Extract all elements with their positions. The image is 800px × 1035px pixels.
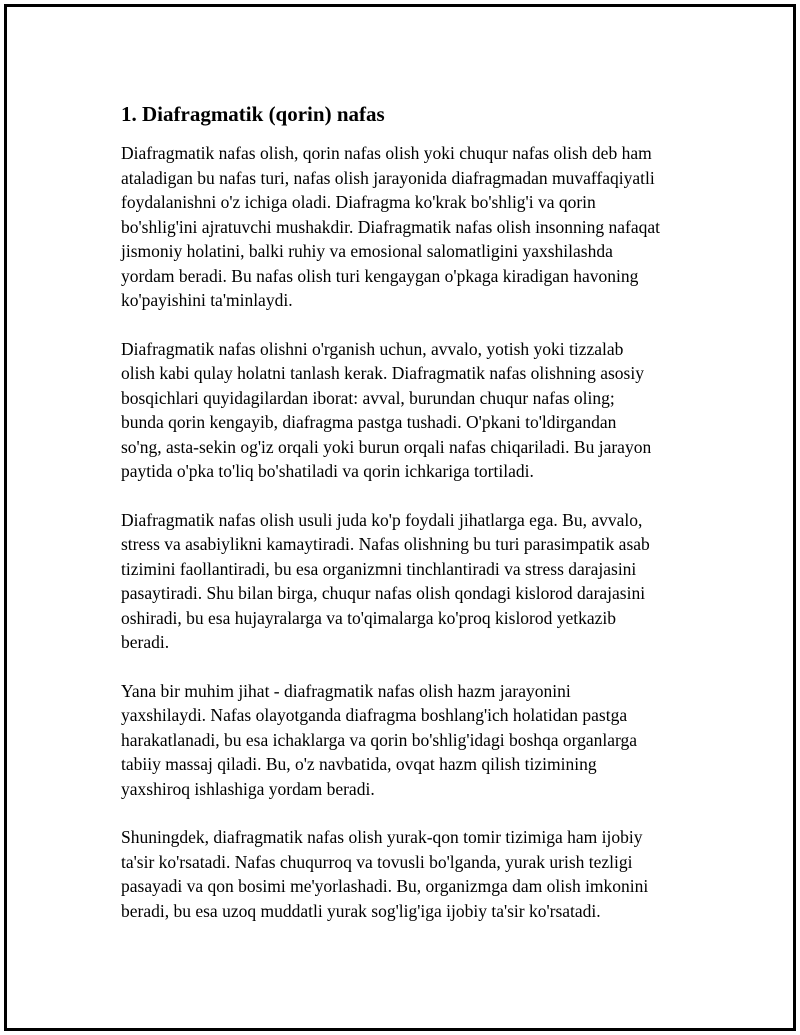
paragraph-line: foydalanishni o'z ichiga oladi. Diafragma ko'krak bo'shlig'i va qorin — [121, 192, 596, 212]
paragraph-line: yordam beradi. Bu nafas olish turi kengaygan o'pkaga kiradigan havoning — [121, 265, 639, 286]
paragraph-line: yaxshiroq ishlashiga yordam beradi. — [121, 778, 375, 799]
paragraph-line: Diafragmatik nafas olish usuli juda ko'p foydali jihatlarga ega. Bu, avvalo, — [121, 509, 643, 530]
paragraph-list — [121, 141, 701, 923]
paragraph-line: pasaytiradi. Shu bilan birga, chuqur nafas olish qondagi kislorod darajasini — [121, 583, 646, 603]
paragraph-line: tizimini faollantiradi, bu esa organizmni tinchlantiradi va stress darajasini — [121, 558, 637, 579]
paragraph-line: oshiradi, bu esa hujayralarga va to'qimalarga ko'proq kislorod yetkazib — [121, 607, 617, 628]
paragraph-line: yaxshilaydi. Nafas olayotganda diafragma boshlang'ich holatidan pastga — [121, 705, 628, 725]
paragraph-line: olish kabi qulay holatni tanlash kerak. Diafragmatik nafas olishning asosiy — [121, 363, 644, 383]
paragraph-line: Yana bir muhim jihat - diafragmatik nafas olish hazm jarayonini — [121, 680, 571, 701]
paragraph-line: jismoniy holatini, balki ruhiy va emosional salomatligini yaxshilashda — [121, 241, 613, 261]
paragraph-line: Diafragmatik nafas olishni o'rganish uchun, avvalo, yotish yoki tizzalab — [121, 338, 624, 359]
paragraph-line: ataladigan bu nafas turi, nafas olish jarayonida diafragmadan muvaffaqiyatli — [121, 167, 655, 188]
paragraph-line: harakatlanadi, bu esa ichaklarga va qorin bo'shlig'idagi boshqa organlarga — [121, 729, 638, 750]
paragraph — [121, 679, 701, 802]
paragraph-line: stress va asabiylikni kamaytiradi. Nafas olishning bu turi parasimpatik asab — [121, 534, 650, 554]
section-heading: 1. Diafragmatik (qorin) nafas — [121, 102, 385, 126]
paragraph-line: Shuningdek, diafragmatik nafas olish yurak-qon tomir tizimiga ham ijobiy — [121, 827, 643, 847]
paragraph — [121, 825, 701, 923]
document-content — [121, 101, 701, 947]
paragraph — [121, 141, 701, 313]
page-frame — [4, 4, 796, 1031]
paragraph-line: bunda qorin kengayib, diafragma pastga tushadi. O'pkani to'ldirgandan — [121, 412, 617, 432]
paragraph-line: bosqichlari quyidagilardan iborat: avval, burundan chuqur nafas oling; — [121, 387, 615, 408]
paragraph — [121, 337, 701, 484]
paragraph-line: ta'sir ko'rsatadi. Nafas chuqurroq va tovusli bo'lganda, yurak urish tezligi — [121, 851, 633, 872]
paragraph-line: so'ng, asta-sekin og'iz orqali yoki burun orqali nafas chiqariladi. Bu jarayon — [121, 436, 652, 457]
paragraph-line: ko'payishini ta'minlaydi. — [121, 290, 293, 310]
paragraph-line: pasayadi va qon bosimi me'yorlashadi. Bu, organizmga dam olish imkonini — [121, 876, 649, 896]
paragraph-line: paytida o'pka to'liq bo'shatiladi va qorin ichkariga tortiladi. — [121, 461, 534, 481]
paragraph-line: bo'shlig'ini ajratuvchi mushakdir. Diafragmatik nafas olish insonning nafaqat — [121, 216, 660, 237]
paragraph-line: Diafragmatik nafas olish, qorin nafas olish yoki chuqur nafas olish deb ham — [121, 143, 652, 163]
paragraph — [121, 508, 701, 655]
paragraph-line: beradi. — [121, 632, 170, 652]
paragraph-line: beradi, bu esa uzoq muddatli yurak sog'lig'iga ijobiy ta'sir ko'rsatadi. — [121, 900, 601, 921]
paragraph-line: tabiiy massaj qiladi. Bu, o'z navbatida, ovqat hazm qilish tizimining — [121, 754, 597, 774]
